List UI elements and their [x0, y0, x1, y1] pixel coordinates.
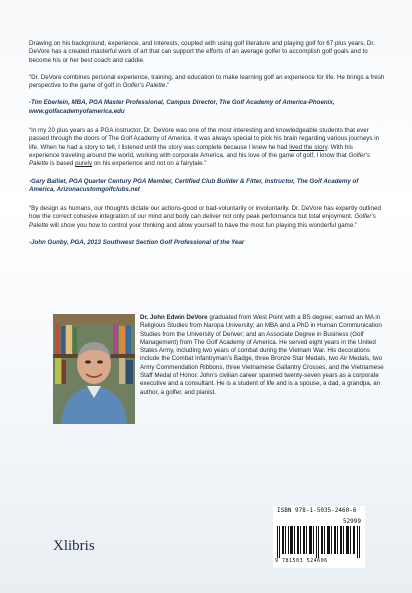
quote-tim-eberlein: [29, 74, 385, 91]
underlined-text: purely: [75, 160, 93, 168]
cover-text-block: [29, 40, 385, 258]
barcode-bars: [277, 526, 361, 558]
price-code: 52999: [342, 518, 361, 525]
attribution-john-gunby: -John Gunby, PGA, 2013 Southwest Section Golf Professional of the Year: [29, 239, 245, 247]
quote-text: .”: [165, 82, 170, 90]
book-title: Golfer’s Palette: [122, 82, 166, 90]
intro-paragraph: Drawing on his background, experience, and interests, coupled with using golf literature and playing golf for 67 plus years, Dr. DeVore has a created masterful work of art that can support the efforts of an average golfer to accomplish golf goals and to become his or her best coach and caddie.: [29, 40, 375, 64]
author-name: Dr. John Edwin DeVore: [140, 314, 208, 321]
attribution-tim-eberlein: -Tim Eberlein, MBA, PGA Master Professional, Campus Director, The Golf Academy of America-Phoenix, www.golfacademyofamerica.edu: [29, 99, 335, 115]
book-title: Golfer’s Palette: [29, 213, 376, 229]
isbn-barcode: [273, 506, 365, 568]
isbn-number: ISBN 978-1-5035-2460-6: [277, 507, 357, 514]
author-photo: [53, 314, 135, 424]
book-title: Golfer’s Palette: [29, 151, 371, 168]
quote-text: is based: [48, 160, 76, 168]
quote-text: will show you how to control your thinking and allow yourself to have the most fun playing this wonderful game.”: [48, 221, 358, 229]
attribution-gary-balliet: -Gary Balliet, PGA Quarter Century PGA Member, Certified Club Builder & Fitter, Instructor, The Golf Academy of America, Arizonacustomgolfclubs.net: [29, 177, 359, 193]
quote-text: . With his experience traveling around the world, working with corporate America, and his love of the game of golf, I know that: [29, 143, 353, 159]
quote-text: “In my 20 plus years as a PGA instructor, Dr. DeVore was one of the most interesting and knowledgeable students that ever passed through the doors of The Golf Academy of America. It was always special to pick his brain regarding various journeys in life. When he had a story to tell, I listened until the story was complete because I knew he had: [29, 127, 380, 151]
quote-text: “Dr. DeVore combines personal experience, training, and education to make learning golf an experience for life. He brings a fresh perspective to the game of golf in: [29, 73, 385, 90]
quote-text: “By design as humans, our thoughts dictate our actions-good or bad-voluntarily or involuntarily. Dr. DeVore has expertly outlined how the correct cohesive integration of our mind and body can deliver not only peak performance but total enjoyment.: [29, 205, 381, 221]
quote-john-gunby: [29, 205, 385, 230]
quote-text: on his experience and not on a fairytale.”: [92, 160, 207, 168]
publisher-logo: Xlibris: [53, 538, 95, 554]
barcode-number: 9 781503 524606: [275, 558, 328, 564]
underlined-text: lived the story: [289, 143, 328, 151]
quote-gary-balliet: [29, 127, 385, 168]
bio-text: graduated from West Point with a BS degree; earned an MA in Religious Studies from Naropa University; an MBA and a PhD in Human Communication Studies from the University of Denver; and an Associate Degree in Business (Golf Management) from The Golf Academy of America. He served eight years in the United States Army, including two years of combat during the Vietnam War. His decorations include the Combat Infantryman’s Badge, three Bronze Star Medals, two Air Medals, two Army Commendation Ribbons, three Vietnamese Gallantry Crosses, and the Vietnamese Staff Medal of Honor. John’s civilian career spanned twenty-seven years as a corporate executive and a consultant. He is a student of life and is a spouse, a dad, a grandpa, an author, a golfer, and pianist.: [140, 314, 384, 396]
